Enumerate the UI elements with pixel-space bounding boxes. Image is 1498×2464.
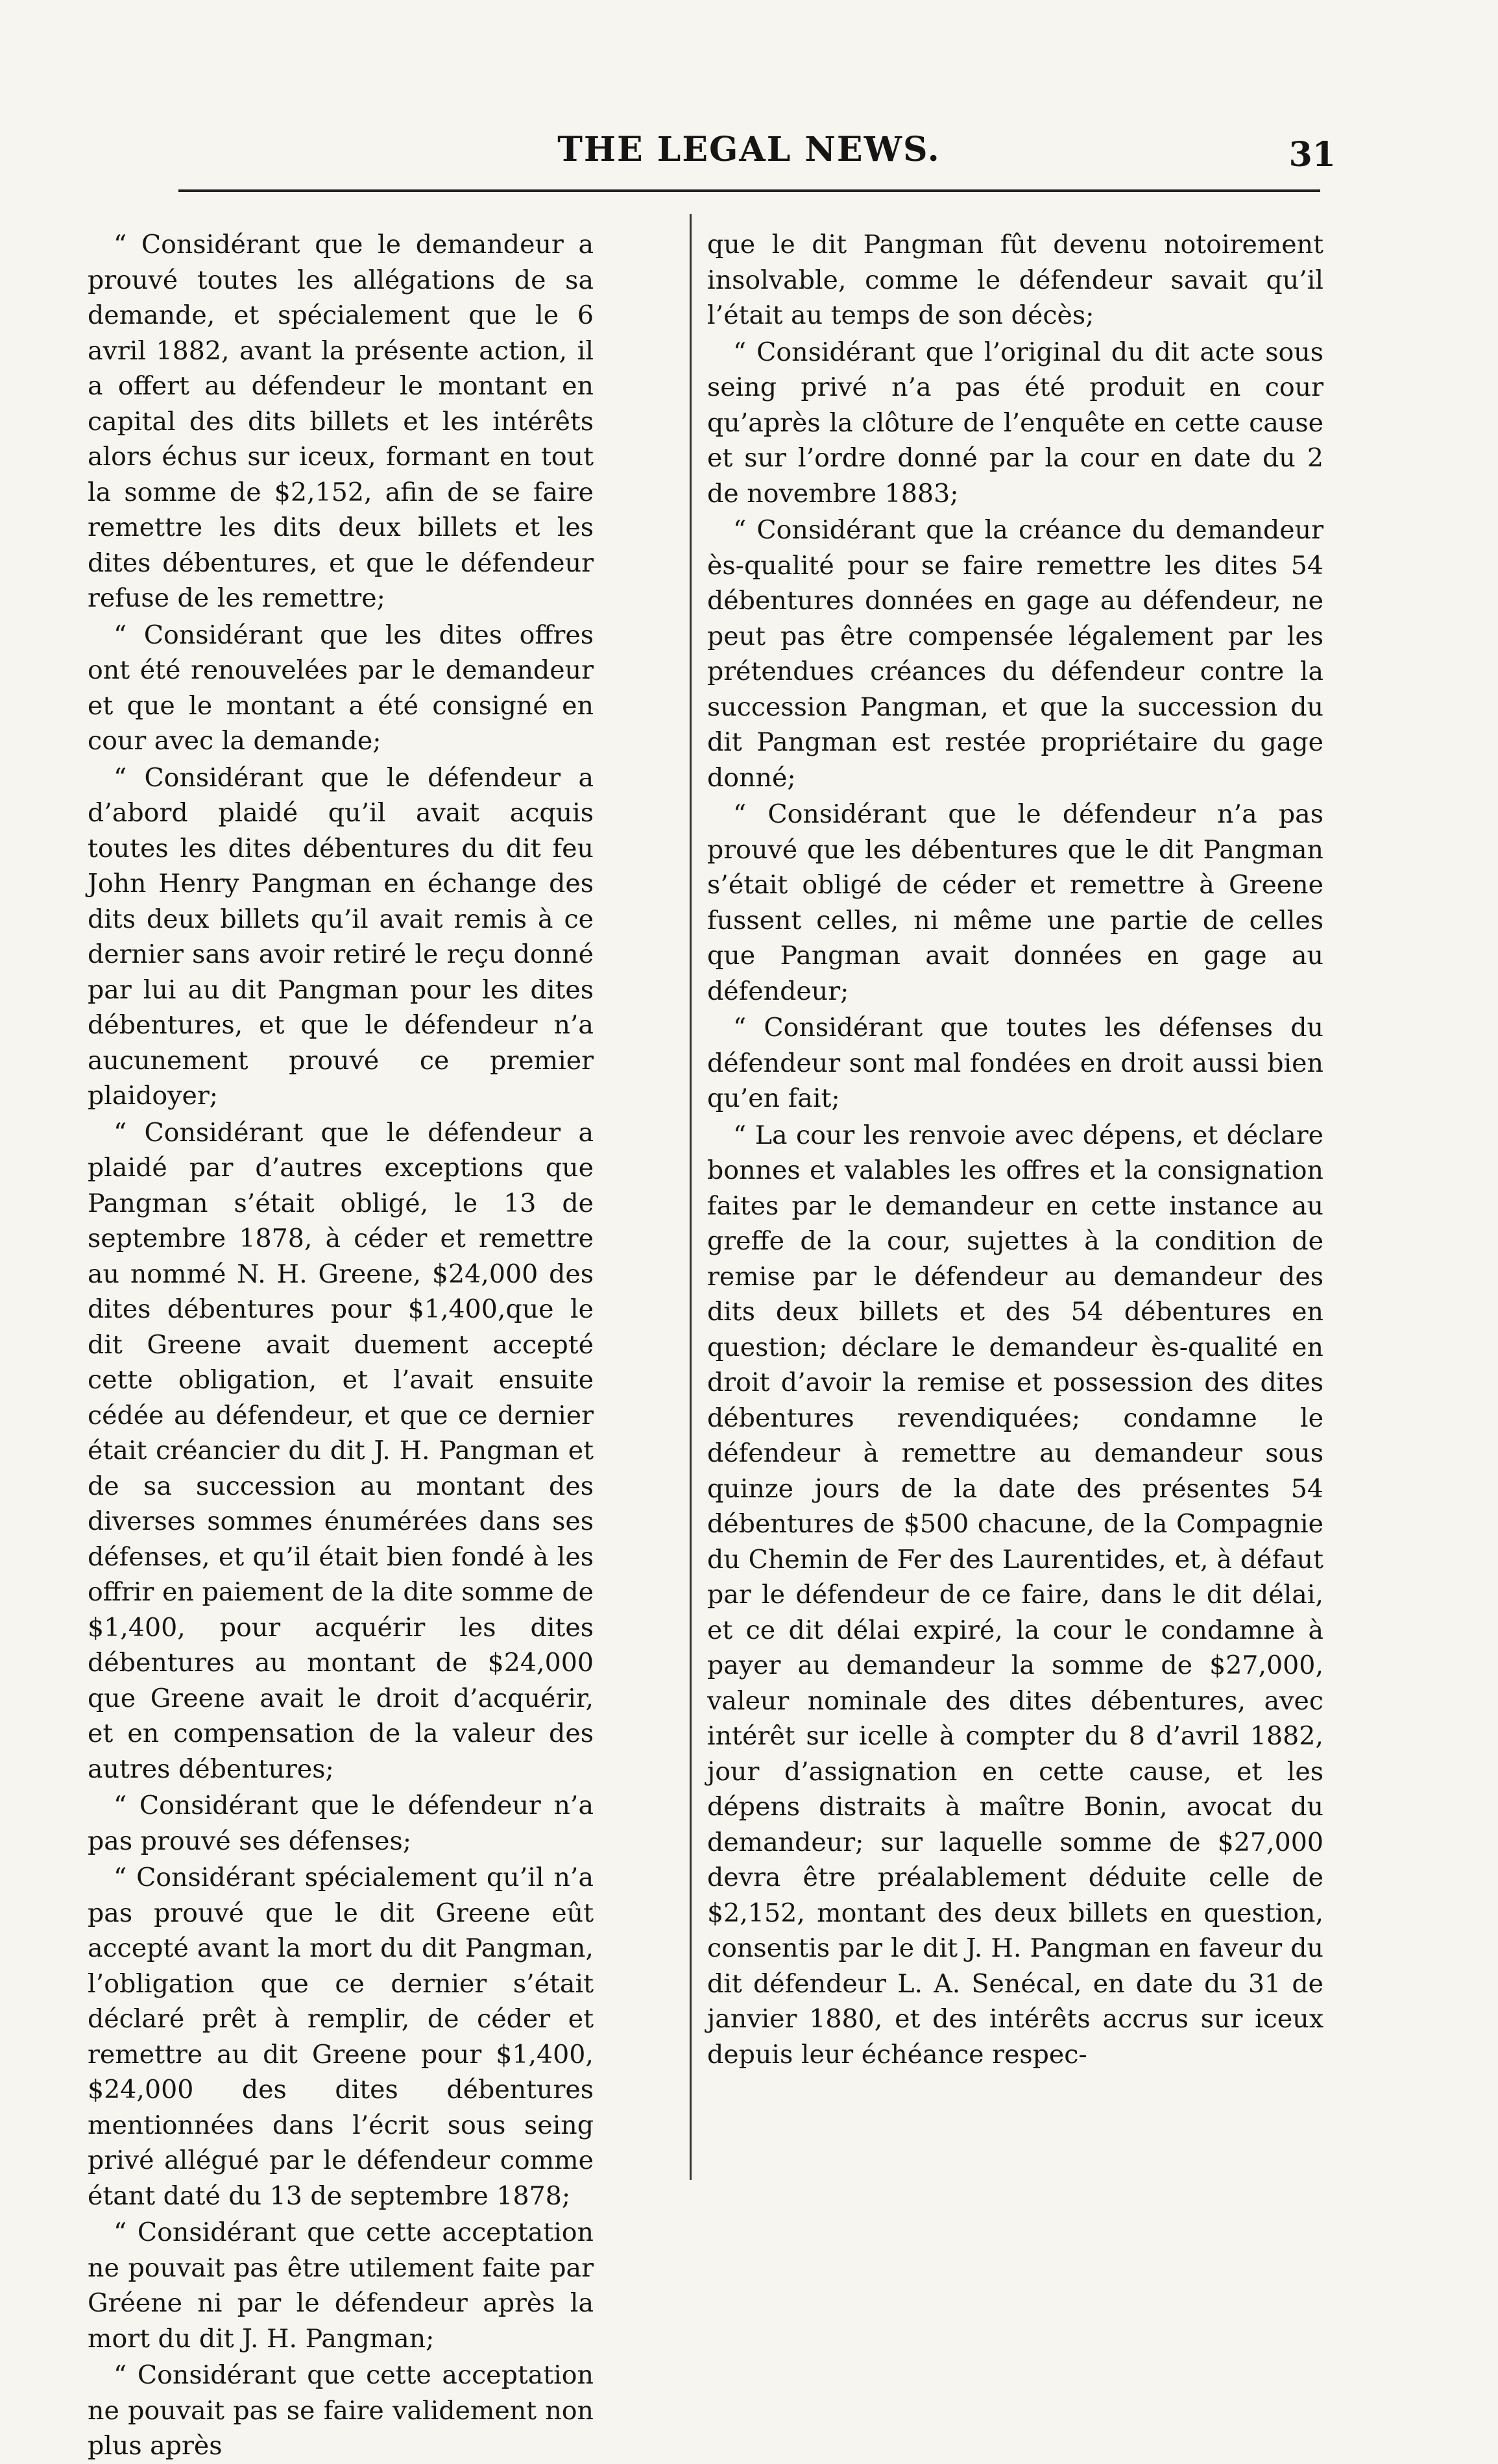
paragraph-continued: que le dit Pangman fût devenu notoirement insolvable, comme le défendeur savait qu’il l’était au temps de son décès; <box>707 230 1323 330</box>
paragraph: “ Considérant que toutes les défenses du défendeur sont mal fondées en droit aussi bien qu’en fait; <box>707 1013 1323 1113</box>
paragraph: “ Considérant que cette acceptation ne pouvait pas être utilement faite par Gréene ni par le défendeur après la mort du dit J. H. Pangman; <box>88 2217 594 2354</box>
paragraph: “ Considérant spécialement qu’il n’a pas prouvé que le dit Greene eût accepté avant la mort du dit Pangman, l’obligation que ce dernier s’était déclaré prêt à remplir, de céder et remettre au dit Greene pour $1,400, $24,000 des dites débentures mentionnées dans l’écrit sous seing privé allégué par le défendeur comme étant daté du 13 de septembre 1878; <box>88 1863 594 2211</box>
paragraph: “ Considérant que la créance du demandeur ès-qualité pour se faire remettre les dites 54 débentures données en gage au défendeur, ne peut pas être compensée légalement par les prétendues créances du défendeur contre la succession Pangman, et que la succession du dit Pangman est restée propriétaire du gage donné; <box>707 515 1323 793</box>
left-column <box>88 227 594 2461</box>
paragraph: “ Considérant que les dites offres ont été renouvelées par le demandeur et que le montant a été consigné en cour avec la demande; <box>88 620 594 756</box>
paragraph: “ Considérant que le défendeur a d’abord plaidé qu’il avait acquis toutes les dites débentures du dit feu John Henry Pangman en échange des dits deux billets qu’il avait remis à ce dernier sans avoir retiré le reçu donné par lui au dit Pangman pour les dites débentures, et que le défendeur n’a aucunement prouvé ce premier plaidoyer; <box>88 762 594 1111</box>
paragraph: “ Considérant que le défendeur n’a pas prouvé ses défenses; <box>88 1791 594 1856</box>
header-rule <box>178 189 1320 192</box>
running-title: THE LEGAL NEWS. <box>557 130 941 169</box>
paragraph: “ Considérant que le défendeur a plaidé par d’autres exceptions que Pangman s’était obligé, le 13 de septembre 1878, à céder et remettre au nommé N. H. Greene, $24,000 des dites débentures pour $1,400,que le dit Greene avait duement accepté cette obligation, et l’avait ensuite cédée au défendeur, et que ce dernier était créancier du dit J. H. Pangman et de sa succession au montant des diverses sommes énumérées dans ses défenses, et qu’il était bien fondé à les offrir en paiement de la dite somme de $1,400, pour acquérir les dites débentures au montant de $24,000 que Greene avait le droit d’acquérir, et en compensation de la valeur des autres débentures; <box>88 1117 594 1784</box>
page-number: 31 <box>1288 135 1336 175</box>
page-header <box>0 130 1498 182</box>
right-column <box>707 227 1323 2186</box>
paragraph: “ Considérant que le défendeur n’a pas prouvé que les débentures que le dit Pangman s’était obligé de céder et remettre à Greene fussent celles, ni même une partie de celles que Pangman avait données en gage au défendeur; <box>707 799 1323 1006</box>
column-divider <box>690 214 692 2180</box>
paragraph: “ Considérant que cette acceptation ne pouvait pas se faire validement non plus après <box>88 2360 594 2461</box>
paragraph: “ La cour les renvoie avec dépens, et déclare bonnes et valables les offres et la consignation faites par le demandeur en cette instance au greffe de la cour, sujettes à la condition de remise par le défendeur au demandeur des dits deux billets et des 54 débentures en question; déclare le demandeur ès-qualité en droit d’avoir la remise et possession des dites débentures revendiquées; condamne le défendeur à remettre au demandeur sous quinze jours de la date des présentes 54 débentures de $500 chacune, de la Compagnie du Chemin de Fer des Laurentides, et, à défaut par le défendeur de ce faire, dans le dit délai, et ce dit délai expiré, la cour le condamne à payer au demandeur la somme de $27,000, valeur nominale des dites débentures, avec intérêt sur icelle à compter du 8 d’avril 1882, jour d’assignation en cette cause, et les dépens distraits à maître Bonin, avocat du demandeur; sur laquelle somme de $27,000 devra être préalablement déduite celle de $2,152, montant des deux billets en question, consentis par le dit J. H. Pangman en faveur du dit défendeur L. A. Senécal, en date du 31 de janvier 1880, et des intérêts accrus sur iceux depuis leur échéance respec- <box>707 1120 1323 2070</box>
paragraph: “ Considérant que le demandeur a prouvé toutes les allégations de sa demande, et spécialement que le 6 avril 1882, avant la présente action, il a offert au défendeur le montant en capital des dits billets et les intérêts alors échus sur iceux, formant en tout la somme de $2,152, afin de se faire remettre les dits deux billets et les dites débentures, et que le défendeur refuse de les remettre; <box>88 230 594 613</box>
paragraph: “ Considérant que l’original du dit acte sous seing privé n’a pas été produit en cour qu’après la clôture de l’enquête en cette cause et sur l’ordre donné par la cour en date du 2 de novembre 1883; <box>707 337 1323 509</box>
